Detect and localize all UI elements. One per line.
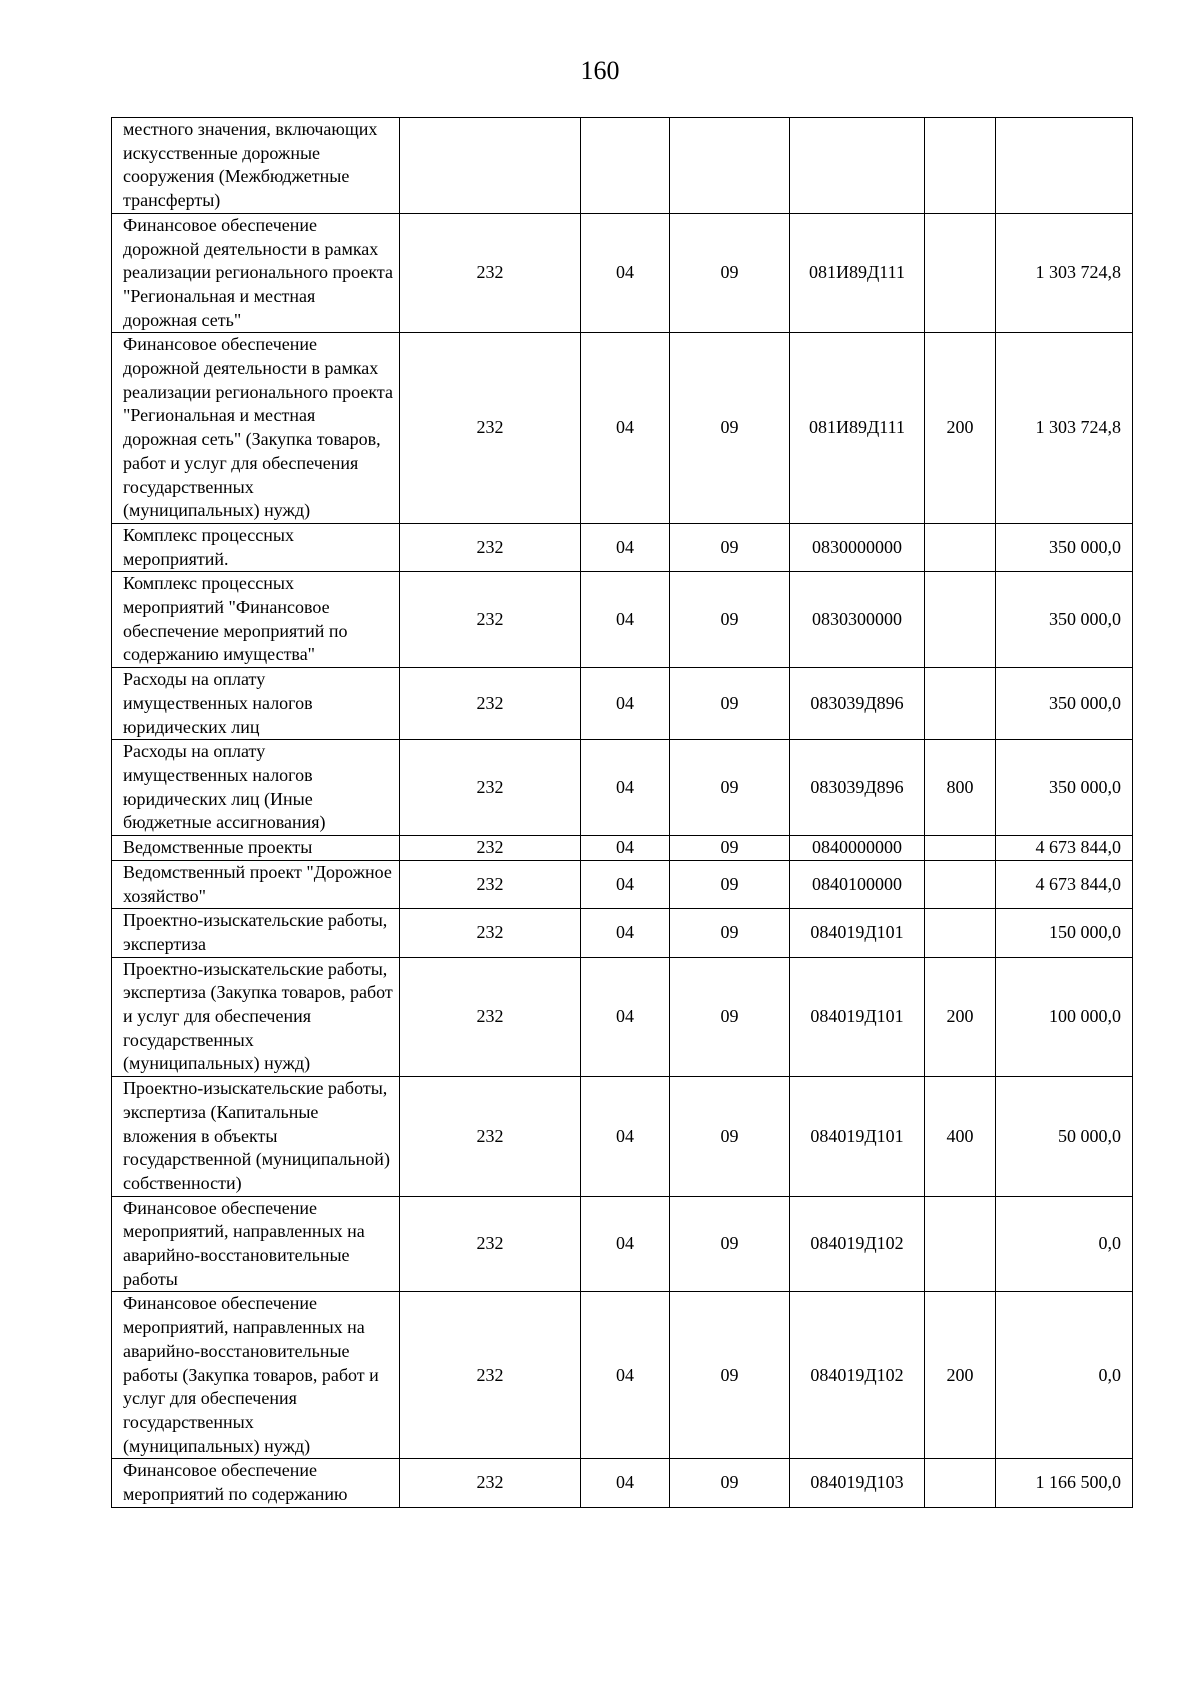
section-code-cell: 04 xyxy=(581,740,670,836)
item-name-cell: Финансовое обеспечение мероприятий, направленных на аварийно-восстановительные работы xyxy=(112,1196,400,1292)
expense-type-cell xyxy=(925,118,996,214)
item-name-cell: Ведомственные проекты xyxy=(112,836,400,861)
subsection-code-cell: 09 xyxy=(670,957,790,1077)
section-code-cell: 04 xyxy=(581,909,670,957)
expense-type-cell xyxy=(925,1459,996,1507)
item-name-cell: Комплекс процессных мероприятий. xyxy=(112,523,400,571)
expense-type-cell: 200 xyxy=(925,1292,996,1459)
table-row xyxy=(112,1077,1133,1197)
expense-type-cell: 200 xyxy=(925,957,996,1077)
item-name-cell: местного значения, включающих искусственные дорожные сооружения (Межбюджетные трансферты) xyxy=(112,118,400,214)
item-name-cell: Расходы на оплату имущественных налогов юридических лиц (Иные бюджетные ассигнования) xyxy=(112,740,400,836)
subsection-code-cell: 09 xyxy=(670,1292,790,1459)
item-name-cell: Финансовое обеспечение дорожной деятельности в рамках реализации регионального проекта "Региональная и местная дорожная сеть" xyxy=(112,213,400,333)
amount-cell: 100 000,0 xyxy=(996,957,1133,1077)
expense-type-cell xyxy=(925,836,996,861)
ministry-code-cell: 232 xyxy=(400,333,581,524)
target-article-cell: 084019Д101 xyxy=(790,957,925,1077)
target-article-cell: 0840000000 xyxy=(790,836,925,861)
table-body xyxy=(112,118,1133,1508)
item-name-cell: Расходы на оплату имущественных налогов юридических лиц xyxy=(112,668,400,740)
target-article-cell: 084019Д102 xyxy=(790,1196,925,1292)
subsection-code-cell: 09 xyxy=(670,836,790,861)
item-name-cell: Финансовое обеспечение мероприятий, направленных на аварийно-восстановительные работы (Закупка товаров, работ и услуг для обеспечения государственных (муниципальных) нужд) xyxy=(112,1292,400,1459)
amount-cell xyxy=(996,118,1133,214)
section-code-cell: 04 xyxy=(581,668,670,740)
subsection-code-cell: 09 xyxy=(670,860,790,908)
ministry-code-cell: 232 xyxy=(400,860,581,908)
expense-type-cell xyxy=(925,572,996,668)
subsection-code-cell: 09 xyxy=(670,213,790,333)
section-code-cell: 04 xyxy=(581,957,670,1077)
section-code-cell: 04 xyxy=(581,1292,670,1459)
section-code-cell xyxy=(581,118,670,214)
table-row xyxy=(112,860,1133,908)
target-article-cell: 084019Д101 xyxy=(790,1077,925,1197)
expense-type-cell: 800 xyxy=(925,740,996,836)
table-row xyxy=(112,909,1133,957)
subsection-code-cell: 09 xyxy=(670,1077,790,1197)
section-code-cell: 04 xyxy=(581,333,670,524)
amount-cell: 1 303 724,8 xyxy=(996,333,1133,524)
amount-cell: 350 000,0 xyxy=(996,668,1133,740)
target-article-cell: 084019Д102 xyxy=(790,1292,925,1459)
ministry-code-cell: 232 xyxy=(400,957,581,1077)
subsection-code-cell: 09 xyxy=(670,668,790,740)
ministry-code-cell: 232 xyxy=(400,1196,581,1292)
expense-type-cell xyxy=(925,213,996,333)
table-row xyxy=(112,118,1133,214)
item-name-cell: Проектно-изыскательские работы, экспертиза (Закупка товаров, работ и услуг для обеспечения государственных (муниципальных) нужд) xyxy=(112,957,400,1077)
item-name-cell: Проектно-изыскательские работы, экспертиза xyxy=(112,909,400,957)
target-article-cell: 084019Д101 xyxy=(790,909,925,957)
amount-cell: 4 673 844,0 xyxy=(996,860,1133,908)
expense-type-cell: 200 xyxy=(925,333,996,524)
item-name-cell: Проектно-изыскательские работы, экспертиза (Капитальные вложения в объекты государственной (муниципальной) собственности) xyxy=(112,1077,400,1197)
amount-cell: 350 000,0 xyxy=(996,572,1133,668)
item-name-cell: Комплекс процессных мероприятий "Финансовое обеспечение мероприятий по содержанию имущества" xyxy=(112,572,400,668)
budget-table xyxy=(111,117,1133,1508)
ministry-code-cell: 232 xyxy=(400,1292,581,1459)
amount-cell: 350 000,0 xyxy=(996,523,1133,571)
ministry-code-cell: 232 xyxy=(400,1459,581,1507)
section-code-cell: 04 xyxy=(581,523,670,571)
amount-cell: 50 000,0 xyxy=(996,1077,1133,1197)
amount-cell: 1 166 500,0 xyxy=(996,1459,1133,1507)
ministry-code-cell: 232 xyxy=(400,213,581,333)
target-article-cell: 083039Д896 xyxy=(790,740,925,836)
item-name-cell: Финансовое обеспечение мероприятий по содержанию xyxy=(112,1459,400,1507)
table-row xyxy=(112,1292,1133,1459)
section-code-cell: 04 xyxy=(581,572,670,668)
expense-type-cell xyxy=(925,523,996,571)
subsection-code-cell: 09 xyxy=(670,572,790,668)
ministry-code-cell: 232 xyxy=(400,572,581,668)
ministry-code-cell: 232 xyxy=(400,1077,581,1197)
ministry-code-cell: 232 xyxy=(400,668,581,740)
table-row xyxy=(112,957,1133,1077)
target-article-cell: 0830300000 xyxy=(790,572,925,668)
target-article-cell: 0830000000 xyxy=(790,523,925,571)
target-article-cell: 081И89Д111 xyxy=(790,213,925,333)
amount-cell: 350 000,0 xyxy=(996,740,1133,836)
table-row xyxy=(112,572,1133,668)
table-row xyxy=(112,523,1133,571)
subsection-code-cell: 09 xyxy=(670,523,790,571)
target-article-cell: 084019Д103 xyxy=(790,1459,925,1507)
subsection-code-cell: 09 xyxy=(670,740,790,836)
subsection-code-cell: 09 xyxy=(670,909,790,957)
target-article-cell: 081И89Д111 xyxy=(790,333,925,524)
table-row xyxy=(112,1196,1133,1292)
expense-type-cell xyxy=(925,860,996,908)
item-name-cell: Финансовое обеспечение дорожной деятельности в рамках реализации регионального проекта "Региональная и местная дорожная сеть" (Закупка товаров, работ и услуг для обеспечения государственных (муниципальных) нужд) xyxy=(112,333,400,524)
table-row xyxy=(112,1459,1133,1507)
subsection-code-cell: 09 xyxy=(670,1196,790,1292)
section-code-cell: 04 xyxy=(581,1077,670,1197)
section-code-cell: 04 xyxy=(581,1459,670,1507)
target-article-cell: 083039Д896 xyxy=(790,668,925,740)
table-row xyxy=(112,668,1133,740)
ministry-code-cell: 232 xyxy=(400,836,581,861)
table-row xyxy=(112,213,1133,333)
subsection-code-cell xyxy=(670,118,790,214)
expense-type-cell xyxy=(925,1196,996,1292)
item-name-cell: Ведомственный проект "Дорожное хозяйство" xyxy=(112,860,400,908)
amount-cell: 150 000,0 xyxy=(996,909,1133,957)
expense-type-cell: 400 xyxy=(925,1077,996,1197)
amount-cell: 0,0 xyxy=(996,1292,1133,1459)
target-article-cell xyxy=(790,118,925,214)
section-code-cell: 04 xyxy=(581,1196,670,1292)
expense-type-cell xyxy=(925,909,996,957)
section-code-cell: 04 xyxy=(581,836,670,861)
ministry-code-cell: 232 xyxy=(400,909,581,957)
amount-cell: 1 303 724,8 xyxy=(996,213,1133,333)
amount-cell: 4 673 844,0 xyxy=(996,836,1133,861)
section-code-cell: 04 xyxy=(581,213,670,333)
expense-type-cell xyxy=(925,668,996,740)
section-code-cell: 04 xyxy=(581,860,670,908)
target-article-cell: 0840100000 xyxy=(790,860,925,908)
table-row xyxy=(112,333,1133,524)
page-number: 160 xyxy=(580,56,620,85)
ministry-code-cell xyxy=(400,118,581,214)
table-row xyxy=(112,836,1133,861)
ministry-code-cell: 232 xyxy=(400,523,581,571)
subsection-code-cell: 09 xyxy=(670,333,790,524)
subsection-code-cell: 09 xyxy=(670,1459,790,1507)
ministry-code-cell: 232 xyxy=(400,740,581,836)
amount-cell: 0,0 xyxy=(996,1196,1133,1292)
table-row xyxy=(112,740,1133,836)
